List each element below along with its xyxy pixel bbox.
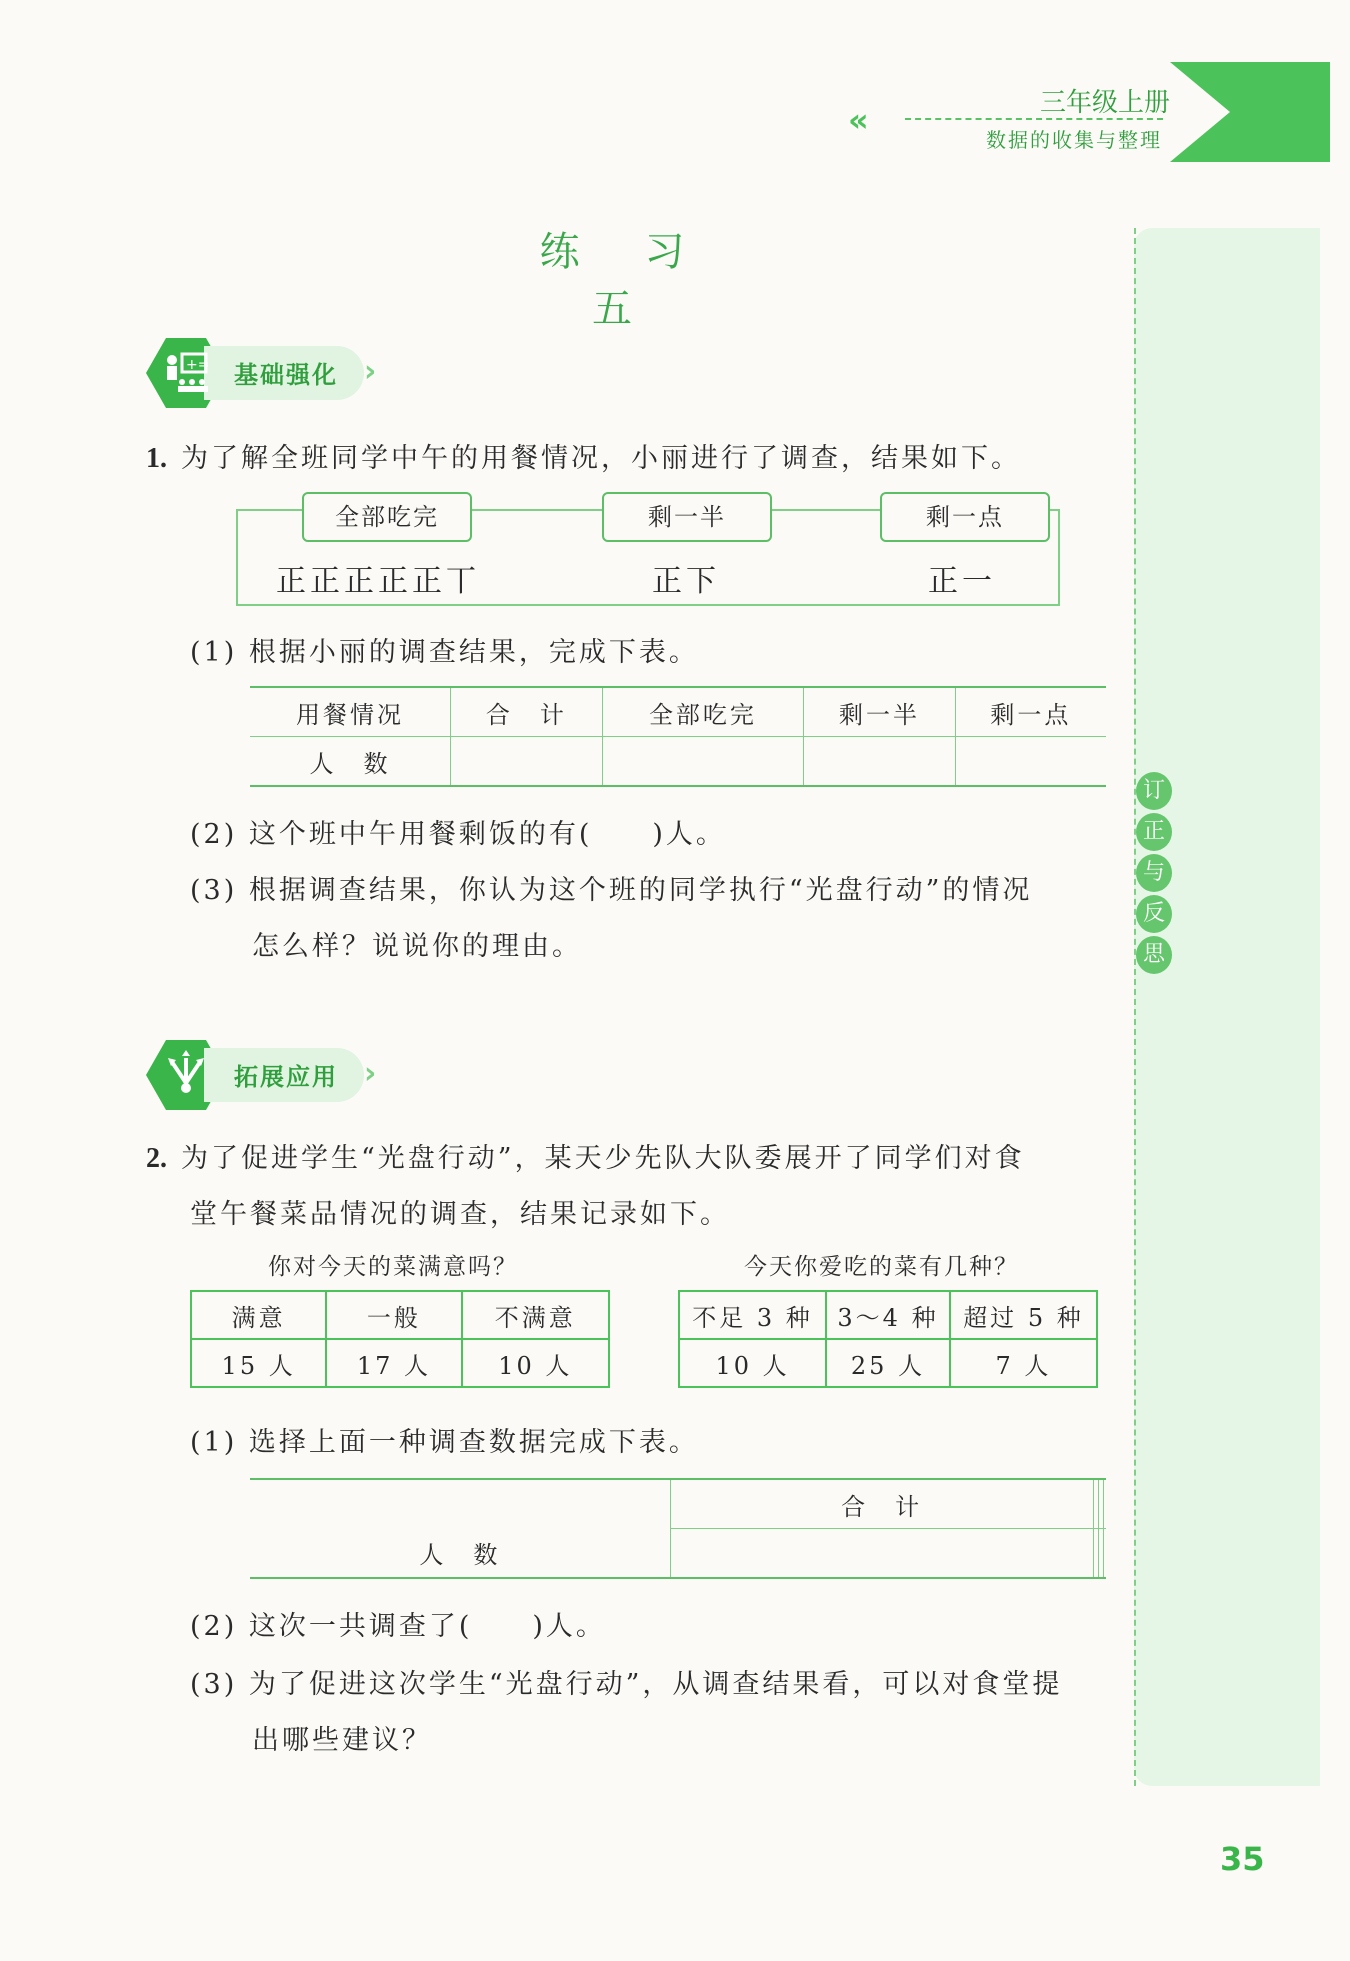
- answer-cell[interactable]: [1103, 1479, 1106, 1529]
- header-unit: 数据的收集与整理: [986, 128, 1162, 152]
- q2-sub3-cont: 出哪些建议？: [252, 1725, 432, 1756]
- chevron-right-icon: ›: [364, 1056, 377, 1091]
- tally-marks: 正下: [652, 564, 720, 599]
- answer-cell[interactable]: [451, 737, 603, 787]
- answer-cell[interactable]: [1103, 1529, 1106, 1579]
- tally-marks: 正一: [928, 564, 996, 599]
- margin-char: 思: [1136, 936, 1172, 974]
- q1-sub3: (3) 根据调查结果，你认为这个班的同学执行“光盘行动”的情况: [190, 875, 1033, 906]
- survey-question: 今天你爱吃的菜有几种？: [744, 1254, 1019, 1280]
- table-row-label: 人 数: [250, 737, 451, 787]
- chevron-right-icon: ›: [364, 354, 377, 389]
- margin-char: 正: [1136, 813, 1172, 851]
- survey-category: 剩一点: [880, 492, 1050, 542]
- question-number: 1.: [146, 443, 167, 474]
- section-label: 基础强化: [234, 361, 338, 389]
- table-row-label: 人 数: [250, 1529, 670, 1579]
- answer-cell[interactable]: [670, 1529, 1093, 1579]
- table-header: 用餐情况: [250, 687, 451, 737]
- margin-char: 订: [1136, 772, 1172, 810]
- branch-arrows-icon: [162, 1050, 210, 1098]
- question-1: [146, 436, 1021, 475]
- table-cell: 10 人: [679, 1339, 826, 1387]
- q1-sub3-cont: 怎么样？说说你的理由。: [252, 931, 582, 962]
- survey-table-dishes: [678, 1290, 1098, 1388]
- q1-sub2: (2) 这个班中午用餐剩饭的有( )人。: [190, 819, 726, 850]
- survey-box-top: [468, 509, 604, 511]
- survey-question: 你对今天的菜满意吗？: [268, 1254, 518, 1280]
- survey-category: 全部吃完: [302, 492, 472, 542]
- answer-cell[interactable]: [804, 737, 956, 787]
- table-cell: 15 人: [191, 1339, 326, 1387]
- answer-cell[interactable]: [602, 737, 804, 787]
- table-header: 一般: [326, 1291, 461, 1339]
- teacher-board-icon: [162, 348, 210, 396]
- question-text: 为了解全班同学中午的用餐情况，小丽进行了调查，结果如下。: [181, 443, 1021, 474]
- margin-char: 反: [1136, 895, 1172, 933]
- question-text: 为了促进学生“光盘行动”，某天少先队大队委展开了同学们对食: [181, 1143, 1025, 1174]
- question-number: 2.: [146, 1143, 167, 1174]
- correction-margin: [1134, 228, 1320, 1786]
- q2-sub3: (3) 为了促进这次学生“光盘行动”，从调查结果看，可以对食堂提: [190, 1669, 1063, 1700]
- q2-sub2: (2) 这次一共调查了( )人。: [190, 1611, 606, 1642]
- table-header: 不满意: [462, 1291, 609, 1339]
- question-2: [146, 1136, 1025, 1175]
- q1-answer-table: [250, 686, 1106, 787]
- tally-marks: 正正正正正丅: [276, 564, 480, 599]
- table-header: 剩一点: [955, 687, 1106, 737]
- table-header: 合 计: [451, 687, 603, 737]
- chevron-left-icon: «: [848, 101, 863, 139]
- section-label: 拓展应用: [234, 1063, 338, 1091]
- margin-char: 与: [1136, 854, 1172, 892]
- header-divider: [905, 118, 1163, 120]
- page-title: 练 习 五: [539, 229, 711, 332]
- margin-label: [1136, 772, 1172, 977]
- svg-text:+=: +=: [186, 357, 210, 373]
- table-header: 剩一半: [804, 687, 956, 737]
- table-header: 超过 5 种: [950, 1291, 1097, 1339]
- survey-table-satisfaction: [190, 1290, 610, 1388]
- header-arrow-shape: [1170, 62, 1230, 162]
- table-header: 合 计: [670, 1479, 1093, 1529]
- table-header: [250, 1479, 670, 1529]
- table-header: 全部吃完: [602, 687, 804, 737]
- table-cell: 7 人: [950, 1339, 1097, 1387]
- table-cell: 25 人: [826, 1339, 950, 1387]
- table-cell: 10 人: [462, 1339, 609, 1387]
- question-2-cont: 堂午餐菜品情况的调查，结果记录如下。: [190, 1199, 730, 1230]
- margin-divider: [1134, 228, 1136, 1786]
- q2-answer-table: [250, 1478, 1106, 1579]
- survey-box-top: [768, 509, 880, 511]
- page-number: 35: [1220, 1840, 1265, 1878]
- table-header: 3～4 种: [826, 1291, 950, 1339]
- survey-category: 剩一半: [602, 492, 772, 542]
- header-grade: 三年级上册: [1039, 88, 1170, 118]
- survey-box-top: [236, 509, 304, 511]
- table-header: 不足 3 种: [679, 1291, 826, 1339]
- q1-sub1: (1) 根据小丽的调查结果，完成下表。: [190, 637, 699, 668]
- q2-sub1: (1) 选择上面一种调查数据完成下表。: [190, 1427, 699, 1458]
- table-cell: 17 人: [326, 1339, 461, 1387]
- table-header: 满意: [191, 1291, 326, 1339]
- answer-cell[interactable]: [955, 737, 1106, 787]
